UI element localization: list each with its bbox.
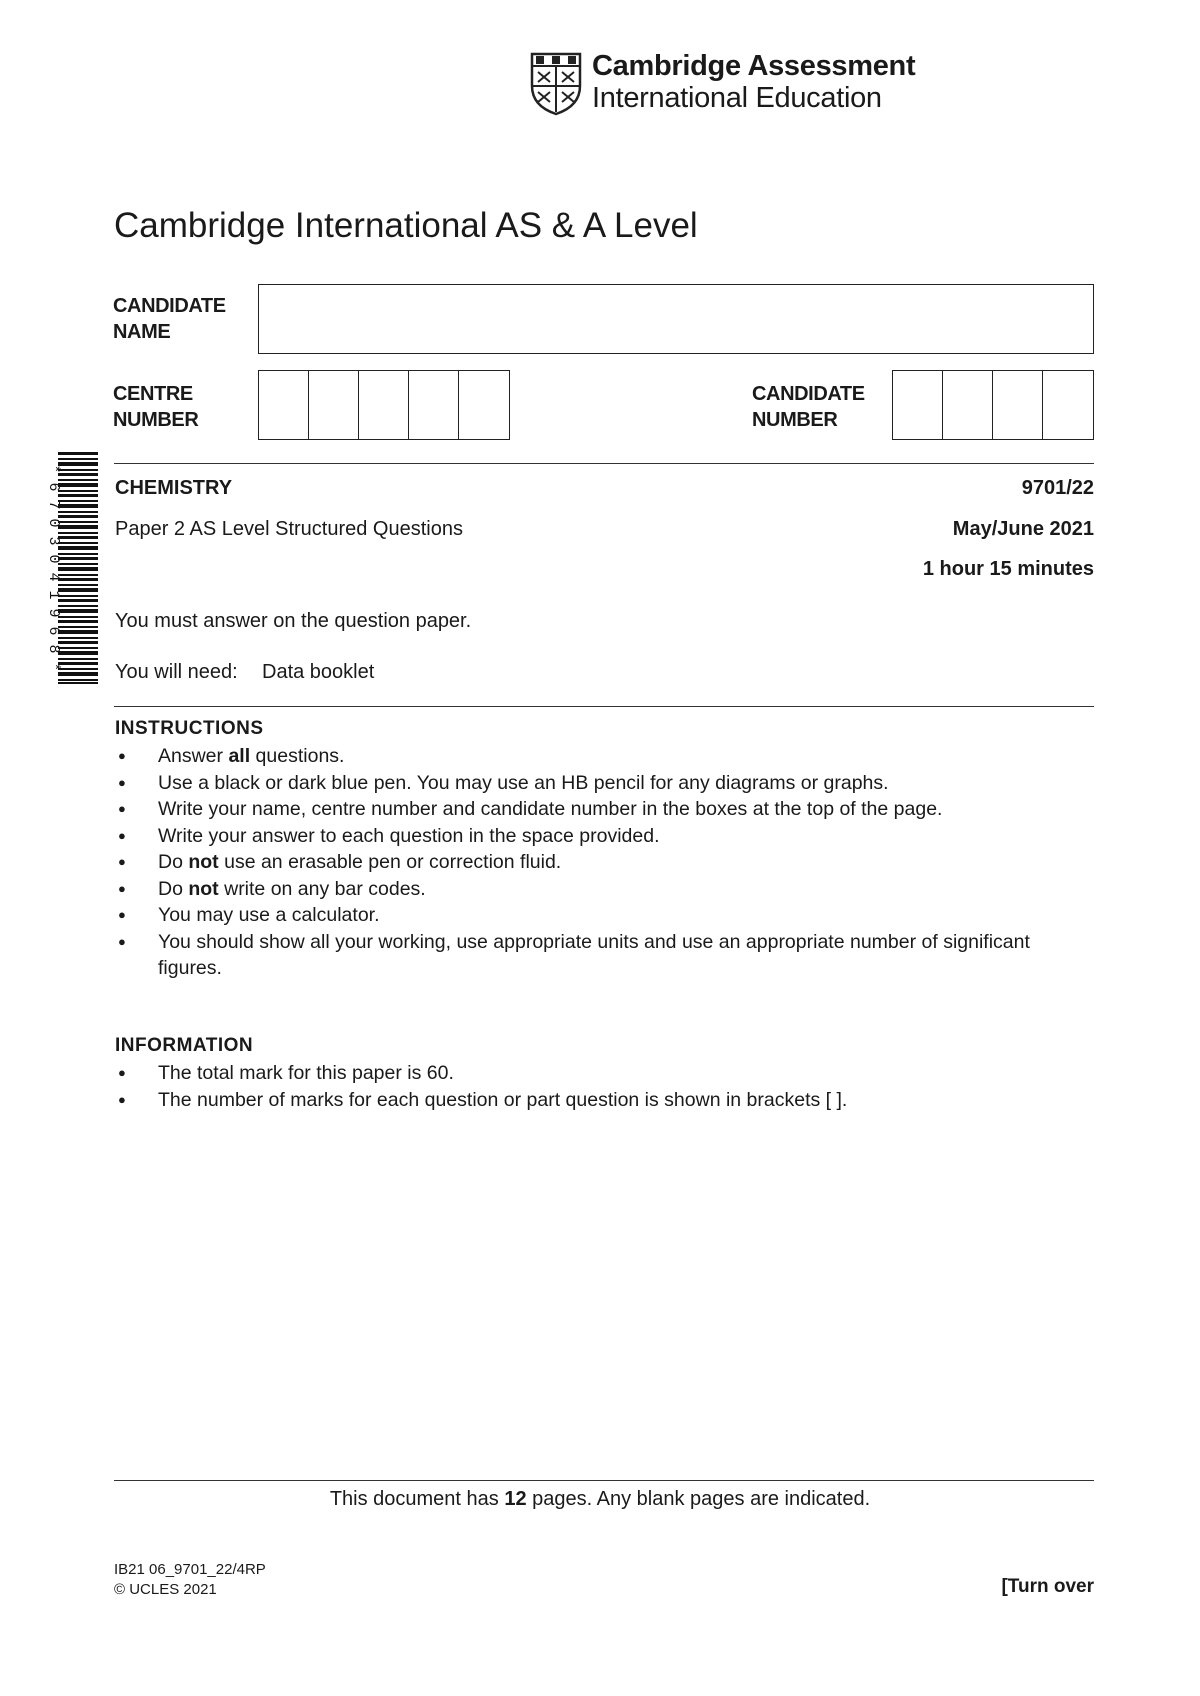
exam-session: May/June 2021 <box>952 518 1094 540</box>
candidate-number-label-line1: CANDIDATE <box>752 383 865 405</box>
paper-code: 9701/22 <box>1021 477 1094 499</box>
instruction-item: ● Do not write on any bar codes. <box>114 876 1074 903</box>
instruction-item: ● You should show all your working, use appropriate units and use an appropriate number of significant figures. <box>114 929 1074 982</box>
instruction-item: ● Do not use an erasable pen or correction fluid. <box>114 849 1074 876</box>
page-count-text-a: This document has <box>329 1488 505 1510</box>
candidate-name-label-line2: NAME <box>113 321 171 343</box>
centre-number-boxes[interactable] <box>258 370 510 440</box>
instruction-item: ● Answer all questions. <box>114 743 1074 770</box>
page-count-text-b: pages. Any blank pages are indicated. <box>526 1488 871 1510</box>
information-heading: INFORMATION <box>115 1035 254 1056</box>
divider-middle <box>114 706 1094 707</box>
paper-title: Paper 2 AS Level Structured Questions <box>115 518 463 540</box>
centre-number-cell[interactable] <box>409 371 459 439</box>
copyright: © UCLES 2021 <box>114 1581 217 1598</box>
answer-note: You must answer on the question paper. <box>115 610 472 632</box>
subject-title: CHEMISTRY <box>115 477 233 499</box>
candidate-number-boxes[interactable] <box>892 370 1094 440</box>
logo-text-line1: Cambridge Assessment <box>592 50 916 82</box>
candidate-number-cell[interactable] <box>1043 371 1093 439</box>
centre-number-label-line2: NUMBER <box>113 409 199 431</box>
information-item: ● The number of marks for each question or part question is shown in brackets [ ]. <box>114 1087 1074 1114</box>
candidate-number-cell[interactable] <box>993 371 1043 439</box>
instruction-item: ● Use a black or dark blue pen. You may use an HB pencil for any diagrams or graphs. <box>114 770 1074 797</box>
centre-number-cell[interactable] <box>359 371 409 439</box>
candidate-number-label <box>752 381 865 433</box>
page-count-note <box>0 1488 1200 1511</box>
barcode-number-text: * 6 7 0 3 0 4 1 9 6 8 * <box>45 464 62 672</box>
exam-duration: 1 hour 15 minutes <box>922 558 1094 580</box>
page-count-number: 12 <box>504 1488 527 1510</box>
barcode-number <box>36 452 62 684</box>
instructions-list <box>114 743 1074 982</box>
divider-bottom <box>114 1480 1094 1481</box>
centre-number-cell[interactable] <box>259 371 309 439</box>
document-reference: IB21 06_9701_22/4RP <box>114 1561 266 1578</box>
information-list <box>114 1060 1074 1113</box>
candidate-number-cell[interactable] <box>893 371 943 439</box>
need-label: You will need: <box>115 661 238 683</box>
instruction-item: ● Write your answer to each question in the space provided. <box>114 823 1074 850</box>
turn-over-label: [Turn over <box>1001 1576 1094 1597</box>
centre-number-label-line1: CENTRE <box>113 383 193 405</box>
instruction-item: ● Write your name, centre number and candidate number in the boxes at the top of the page. <box>114 796 1074 823</box>
cambridge-crest-logo <box>530 52 582 116</box>
instructions-heading: INSTRUCTIONS <box>115 718 264 739</box>
need-item: Data booklet <box>262 661 375 683</box>
centre-number-cell[interactable] <box>309 371 359 439</box>
candidate-number-cell[interactable] <box>943 371 993 439</box>
centre-number-label <box>113 381 198 433</box>
candidate-name-label-line1: CANDIDATE <box>113 295 226 317</box>
information-item: ● The total mark for this paper is 60. <box>114 1060 1074 1087</box>
candidate-number-label-line2: NUMBER <box>752 409 838 431</box>
barcode <box>58 452 98 684</box>
centre-number-cell[interactable] <box>459 371 509 439</box>
candidate-name-field[interactable] <box>258 284 1094 354</box>
divider-top <box>114 463 1094 464</box>
candidate-name-label <box>113 293 226 345</box>
instruction-item: ● You may use a calculator. <box>114 902 1074 929</box>
qualification-title: Cambridge International AS & A Level <box>114 206 698 245</box>
logo-text-line2: International Education <box>592 82 882 114</box>
